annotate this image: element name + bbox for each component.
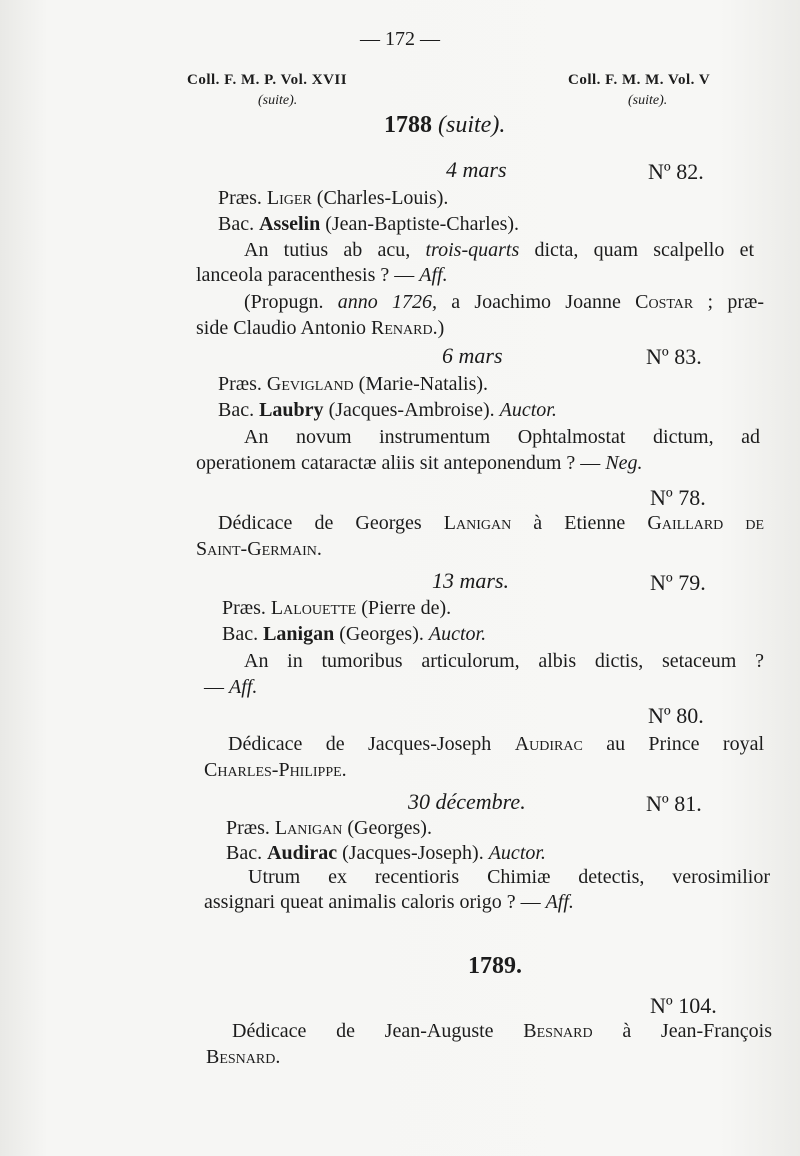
entry-104-number: Nº 104. [650,993,717,1018]
entry-81-number: Nº 81. [646,791,702,816]
bachelor-name: Laubry [259,399,324,421]
entry-81-date: 30 décembre. [408,789,526,814]
entry-83-question-line-1: An novum instrumentum Ophtalmostat dictum, ad [244,426,760,448]
left-collection-suite: (suite). [258,93,298,108]
year-heading-1788 [384,112,505,139]
praeses-name: Lalouette [270,597,357,619]
entry-79-question-line-1: An in tumoribus articulorum, albis dictis, setaceum ? [244,650,764,672]
praeses-name: Gevigland [266,373,354,395]
year-heading-1789: 1789. [468,953,522,979]
page-number: — 172 — [360,28,440,50]
right-collection-ref: Coll. F. M. M. Vol. V [568,72,711,88]
right-collection-suite: (suite). [628,93,668,108]
entry-82-number: Nº 82. [648,159,704,184]
auctor-label: Auctor. [488,842,546,864]
entry-82-date: 4 mars [446,157,507,182]
entry-78-dedication-line-1: Dédicace de Georges Lanigan à Etienne Gaillard de [218,512,765,534]
entry-83-bachelor: Bac. Laubry (Jacques-Ambroise). Auctor. [218,399,557,421]
entry-79-bachelor: Bac. Lanigan (Georges). Auctor. [222,623,487,645]
entry-82-propugnation-line-2: side Claudio Antonio Renard.) [196,317,445,339]
auctor-label: Auctor. [428,623,487,645]
entry-79-date: 13 mars. [432,568,510,593]
entry-81-question-line-1: Utrum ex recentioris Chimiæ detectis, verosimilior [248,866,770,888]
praeses-name: Liger [266,187,312,209]
entry-79-number: Nº 79. [650,570,706,595]
entry-82-propugnation-line-1: (Propugn. anno 1726, a Joachimo Joanne Costar ; præ- [244,291,764,313]
entry-79-question-line-2: — Aff. [204,676,258,698]
entry-83-date: 6 mars [442,343,503,368]
praeses-name: Lanigan [274,817,343,839]
entry-82-bachelor: Bac. Asselin (Jean-Baptiste-Charles). [218,213,520,235]
entry-83-praeses: Præs. Gevigland (Marie-Natalis). [218,373,489,395]
entry-82-question-line-1: An tutius ab acu, trois-quarts dicta, quam scalpello et [244,239,755,261]
auctor-label: Auctor. [499,399,557,421]
entry-79-praeses: Præs. Lalouette (Pierre de). [222,597,452,619]
entry-82-praeses: Præs. Liger (Charles-Louis). [218,187,449,209]
entry-82-question-line-2: lanceola paracenthesis ? — Aff. [196,264,448,286]
entry-78-number: Nº 78. [650,485,706,510]
entry-81-question-line-2: assignari queat animalis caloris origo ? — Aff. [204,891,574,913]
year-value: 1788 [384,112,432,138]
entry-83-question-line-2: operationem cataractæ aliis sit anteponendum ? — Neg. [196,452,643,474]
entry-83-number: Nº 83. [646,344,702,369]
entry-104-dedication-line-1: Dédicace de Jean-Auguste Besnard à Jean-François [232,1020,773,1042]
entry-81-praeses: Præs. Lanigan (Georges). [226,817,432,839]
entry-80-dedication-line-2: Charles-Philippe. [204,759,347,781]
bachelor-name: Lanigan [263,623,335,645]
entry-104-dedication-line-2: Besnard. [206,1046,281,1068]
bachelor-name: Audirac [267,842,338,864]
entry-78-dedication-line-2: Saint-Germain. [196,538,322,560]
entry-80-dedication-line-1: Dédicace de Jacques-Joseph Audirac au Prince royal [228,733,764,755]
entry-81-bachelor: Bac. Audirac (Jacques-Joseph). Auctor. [226,842,546,864]
year-suite: (suite). [438,112,506,138]
entry-80-number: Nº 80. [648,703,704,728]
left-collection-ref: Coll. F. M. P. Vol. XVII [187,72,348,88]
bachelor-name: Asselin [259,213,321,235]
